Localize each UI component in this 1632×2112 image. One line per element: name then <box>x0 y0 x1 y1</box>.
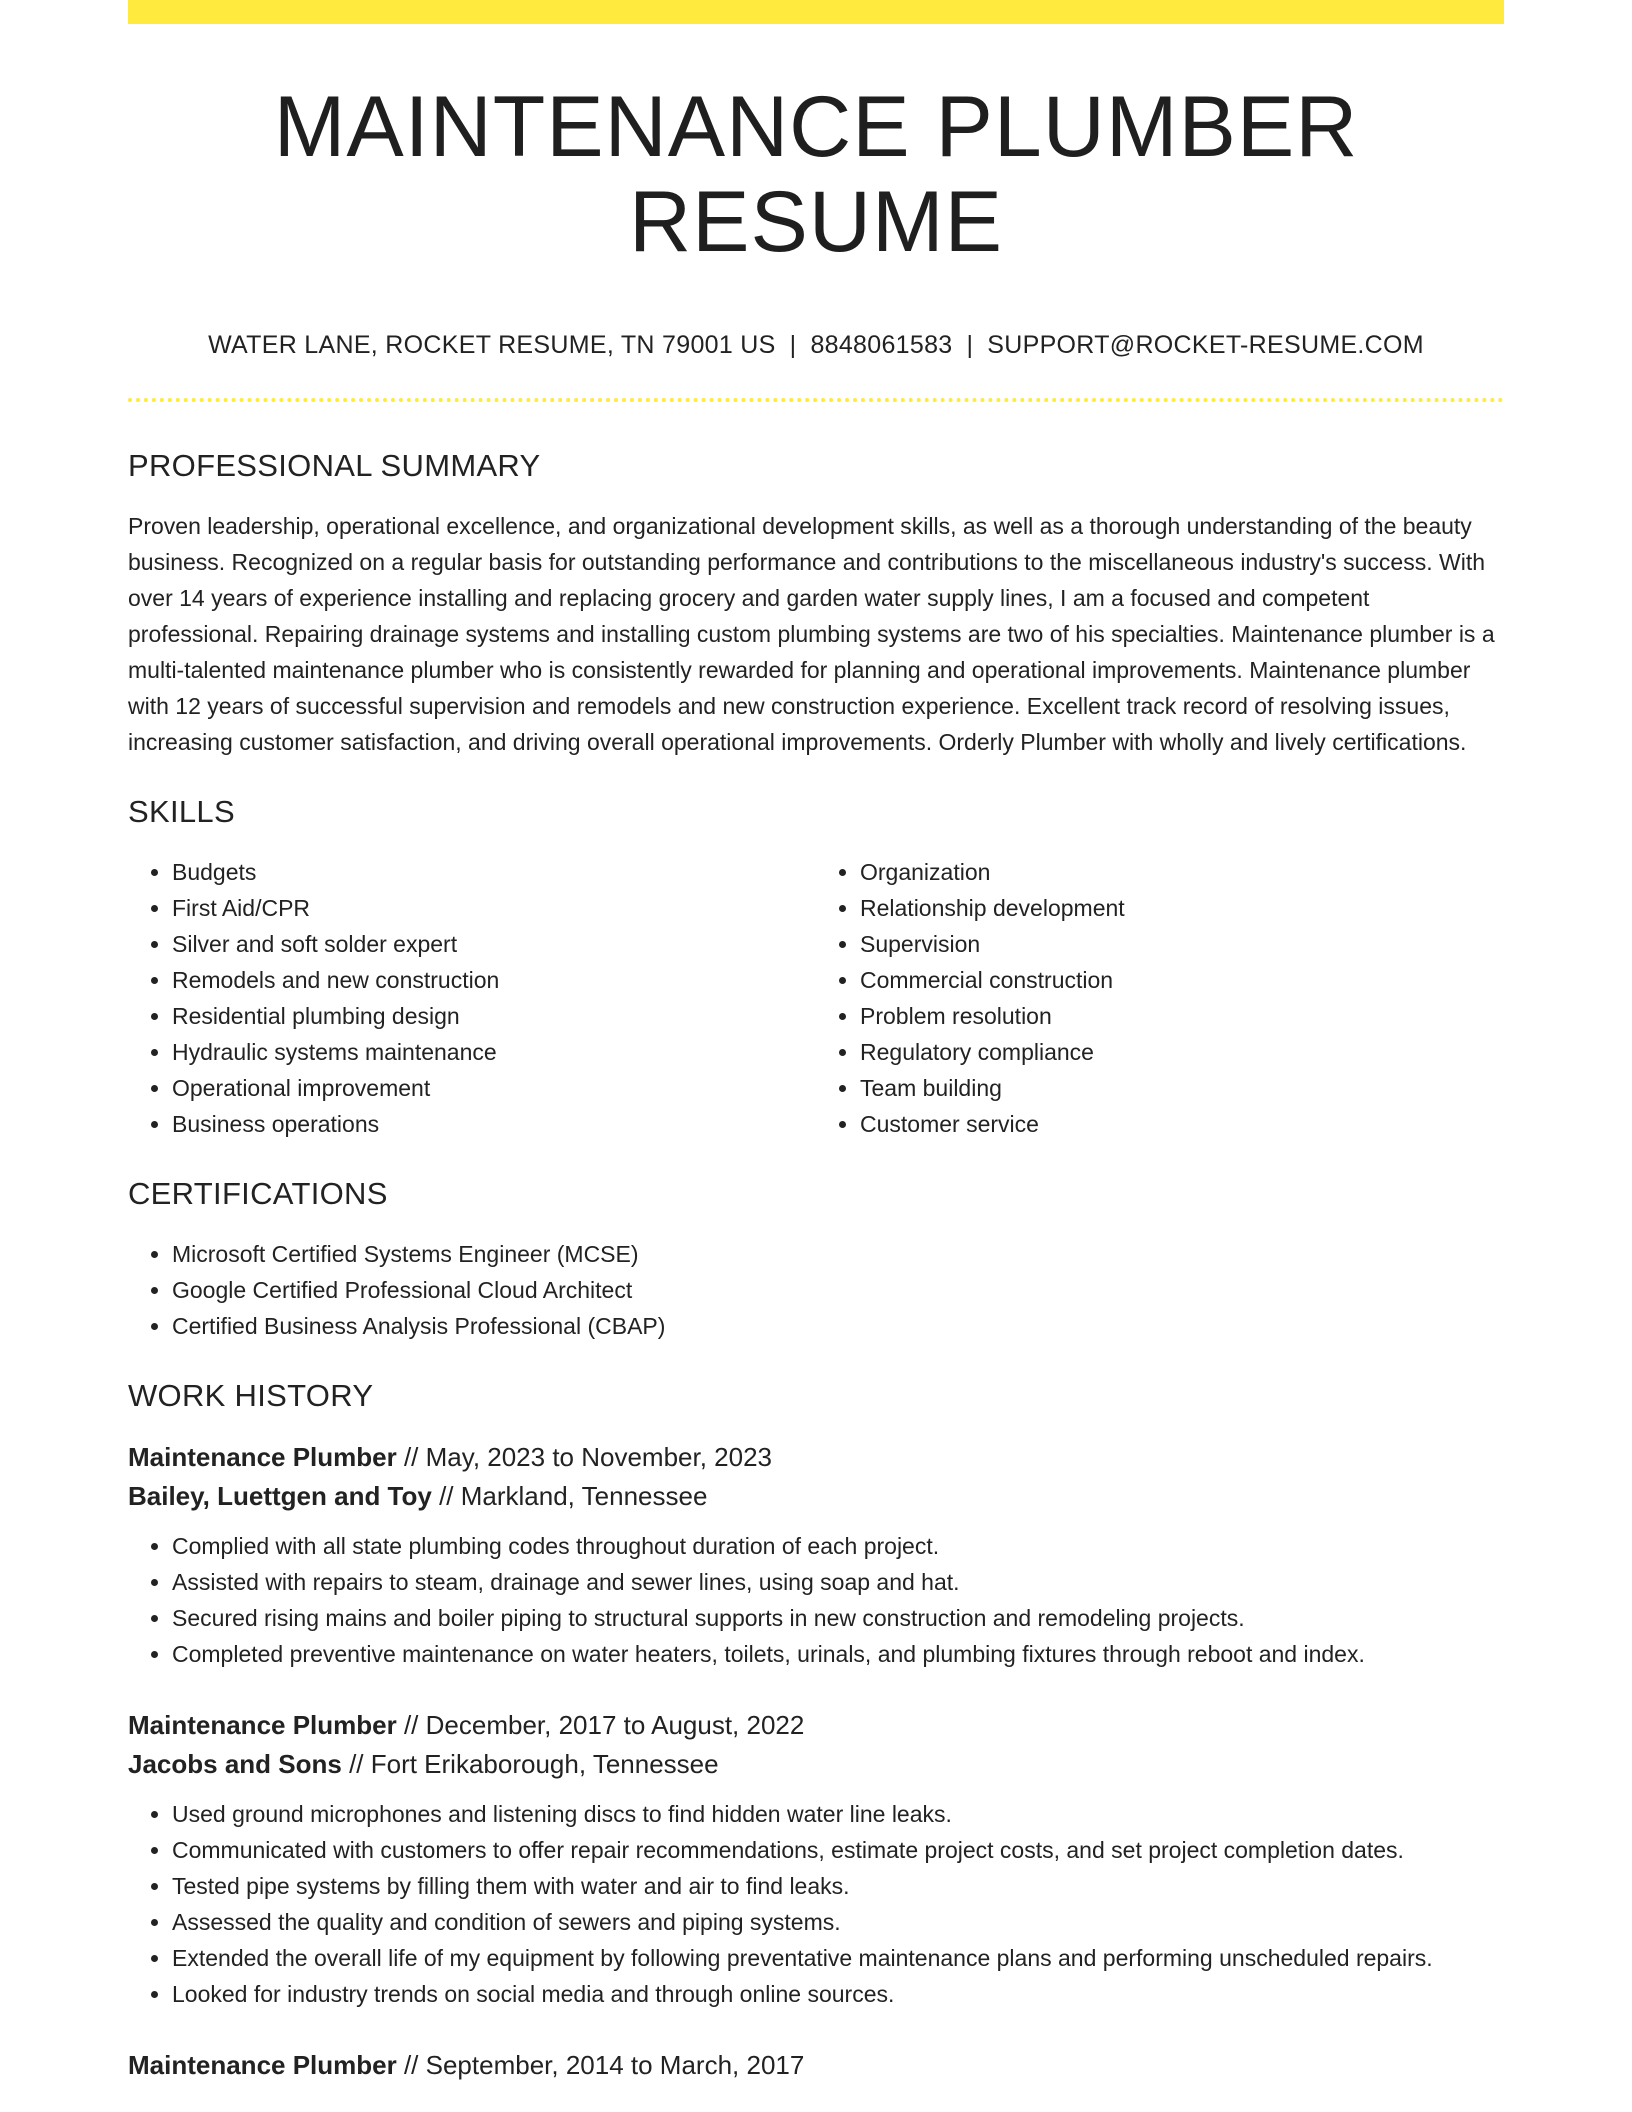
job-entry <box>128 1706 1504 2012</box>
skill-item: • Problem resolution <box>860 998 1504 1034</box>
job-title: Maintenance Plumber <box>128 1710 397 1741</box>
job-entry <box>128 1438 1504 1672</box>
dotted-divider <box>128 398 1504 402</box>
skills-heading: SKILLS <box>128 794 235 830</box>
contact-line <box>128 331 1504 360</box>
contact-email: SUPPORT@ROCKET-RESUME.COM <box>987 331 1424 360</box>
job-dates: // December, 2017 to August, 2022 <box>396 1710 805 1741</box>
contact-separator: | <box>966 331 974 360</box>
resume-title: MAINTENANCE PLUMBER RESUME <box>273 79 1359 270</box>
skill-item: • Regulatory compliance <box>860 1034 1504 1070</box>
job-duty-item: • Assessed the quality and condition of sewers and piping systems. <box>172 1904 1504 1940</box>
top-accent-bar <box>128 0 1504 24</box>
contact-phone: 8848061583 <box>810 331 953 360</box>
skill-item: • Silver and soft solder expert <box>172 926 816 962</box>
job-duty-item: • Communicated with customers to offer repair recommendations, estimate project costs, and set project completion dates. <box>172 1832 1504 1868</box>
contact-separator: | <box>789 331 797 360</box>
job-dates: // September, 2014 to March, 2017 <box>396 2050 805 2081</box>
skills-list-left <box>128 854 816 1142</box>
job-duty-item: • Extended the overall life of my equipment by following preventative maintenance plans and performing unscheduled repairs. <box>172 1940 1504 1976</box>
job-company-line <box>128 1477 1504 1516</box>
job-duty-item: • Tested pipe systems by filling them with water and air to find leaks. <box>172 1868 1504 1904</box>
skill-item: • Operational improvement <box>172 1070 816 1106</box>
job-title-line <box>128 2046 1504 2085</box>
job-title: Maintenance Plumber <box>128 2050 397 2081</box>
job-company-line <box>128 1745 1504 1784</box>
job-company: Bailey, Luettgen and Toy <box>128 1481 432 1512</box>
job-duty-item: • Looked for industry trends on social media and through online sources. <box>172 1976 1504 2012</box>
skill-item: • Team building <box>860 1070 1504 1106</box>
skill-item: • Business operations <box>172 1106 816 1142</box>
skill-item: • Relationship development <box>860 890 1504 926</box>
job-duties-list <box>128 1528 1504 1672</box>
certifications-section <box>128 1176 1504 1344</box>
job-company: Jacobs and Sons <box>128 1749 342 1780</box>
job-duty-item: • Completed preventive maintenance on water heaters, toilets, urinals, and plumbing fixtures through reboot and index. <box>172 1636 1504 1672</box>
job-duty-item: • Secured rising mains and boiler piping to structural supports in new construction and remodeling projects. <box>172 1600 1504 1636</box>
skill-item: • Residential plumbing design <box>172 998 816 1034</box>
job-location: // Markland, Tennessee <box>431 1481 708 1512</box>
skill-item: • Remodels and new construction <box>172 962 816 998</box>
job-title-line <box>128 1438 1504 1477</box>
job-location: // Fort Erikaborough, Tennessee <box>341 1749 719 1780</box>
work-history-section <box>128 1378 1504 2085</box>
certification-item: • Certified Business Analysis Professional (CBAP) <box>172 1308 1504 1344</box>
summary-text: Proven leadership, operational excellence, and organizational development skills, as well as a thorough understanding of the beauty business. Recognized on a regular basis for outstanding performance and contributions to the miscellaneous industry's success. With over 14 years of experience installing and replacing grocery and garden water supply lines, I am a focused and competent professional. Repairing drainage systems and installing custom plumbing systems are two of his specialties. Maintenance plumber is a multi-talented maintenance plumber who is consistently rewarded for planning and operational improvements. Maintenance plumber with 12 years of successful supervision and remodels and new construction experience. Excellent track record of resolving issues, increasing customer satisfaction, and driving overall operational improvements. Orderly Plumber with wholly and lively certifications. <box>128 513 1495 756</box>
skill-item: • First Aid/CPR <box>172 890 816 926</box>
certifications-list <box>128 1236 1504 1344</box>
job-duty-item: • Complied with all state plumbing codes throughout duration of each project. <box>172 1528 1504 1564</box>
skills-grid <box>128 854 1504 1142</box>
certifications-heading: CERTIFICATIONS <box>128 1176 388 1212</box>
skill-item: • Organization <box>860 854 1504 890</box>
skills-list-right <box>816 854 1504 1142</box>
skill-item: • Hydraulic systems maintenance <box>172 1034 816 1070</box>
certification-item: • Google Certified Professional Cloud Architect <box>172 1272 1504 1308</box>
skill-item: • Commercial construction <box>860 962 1504 998</box>
contact-address: WATER LANE, ROCKET RESUME, TN 79001 US <box>208 331 776 360</box>
job-duty-item: • Used ground microphones and listening discs to find hidden water line leaks. <box>172 1796 1504 1832</box>
job-title: Maintenance Plumber <box>128 1442 397 1473</box>
certification-item: • Microsoft Certified Systems Engineer (MCSE) <box>172 1236 1504 1272</box>
job-duty-item: • Assisted with repairs to steam, drainage and sewer lines, using soap and hat. <box>172 1564 1504 1600</box>
skill-item: • Customer service <box>860 1106 1504 1142</box>
job-duties-list <box>128 1796 1504 2012</box>
summary-heading: PROFESSIONAL SUMMARY <box>128 448 541 484</box>
job-title-line <box>128 1706 1504 1745</box>
skill-item: • Budgets <box>172 854 816 890</box>
job-dates: // May, 2023 to November, 2023 <box>396 1442 773 1473</box>
work-history-heading: WORK HISTORY <box>128 1378 374 1414</box>
skill-item: • Supervision <box>860 926 1504 962</box>
job-entry <box>128 2046 1504 2085</box>
skills-section <box>128 794 1504 1142</box>
resume-page <box>128 0 1504 2085</box>
